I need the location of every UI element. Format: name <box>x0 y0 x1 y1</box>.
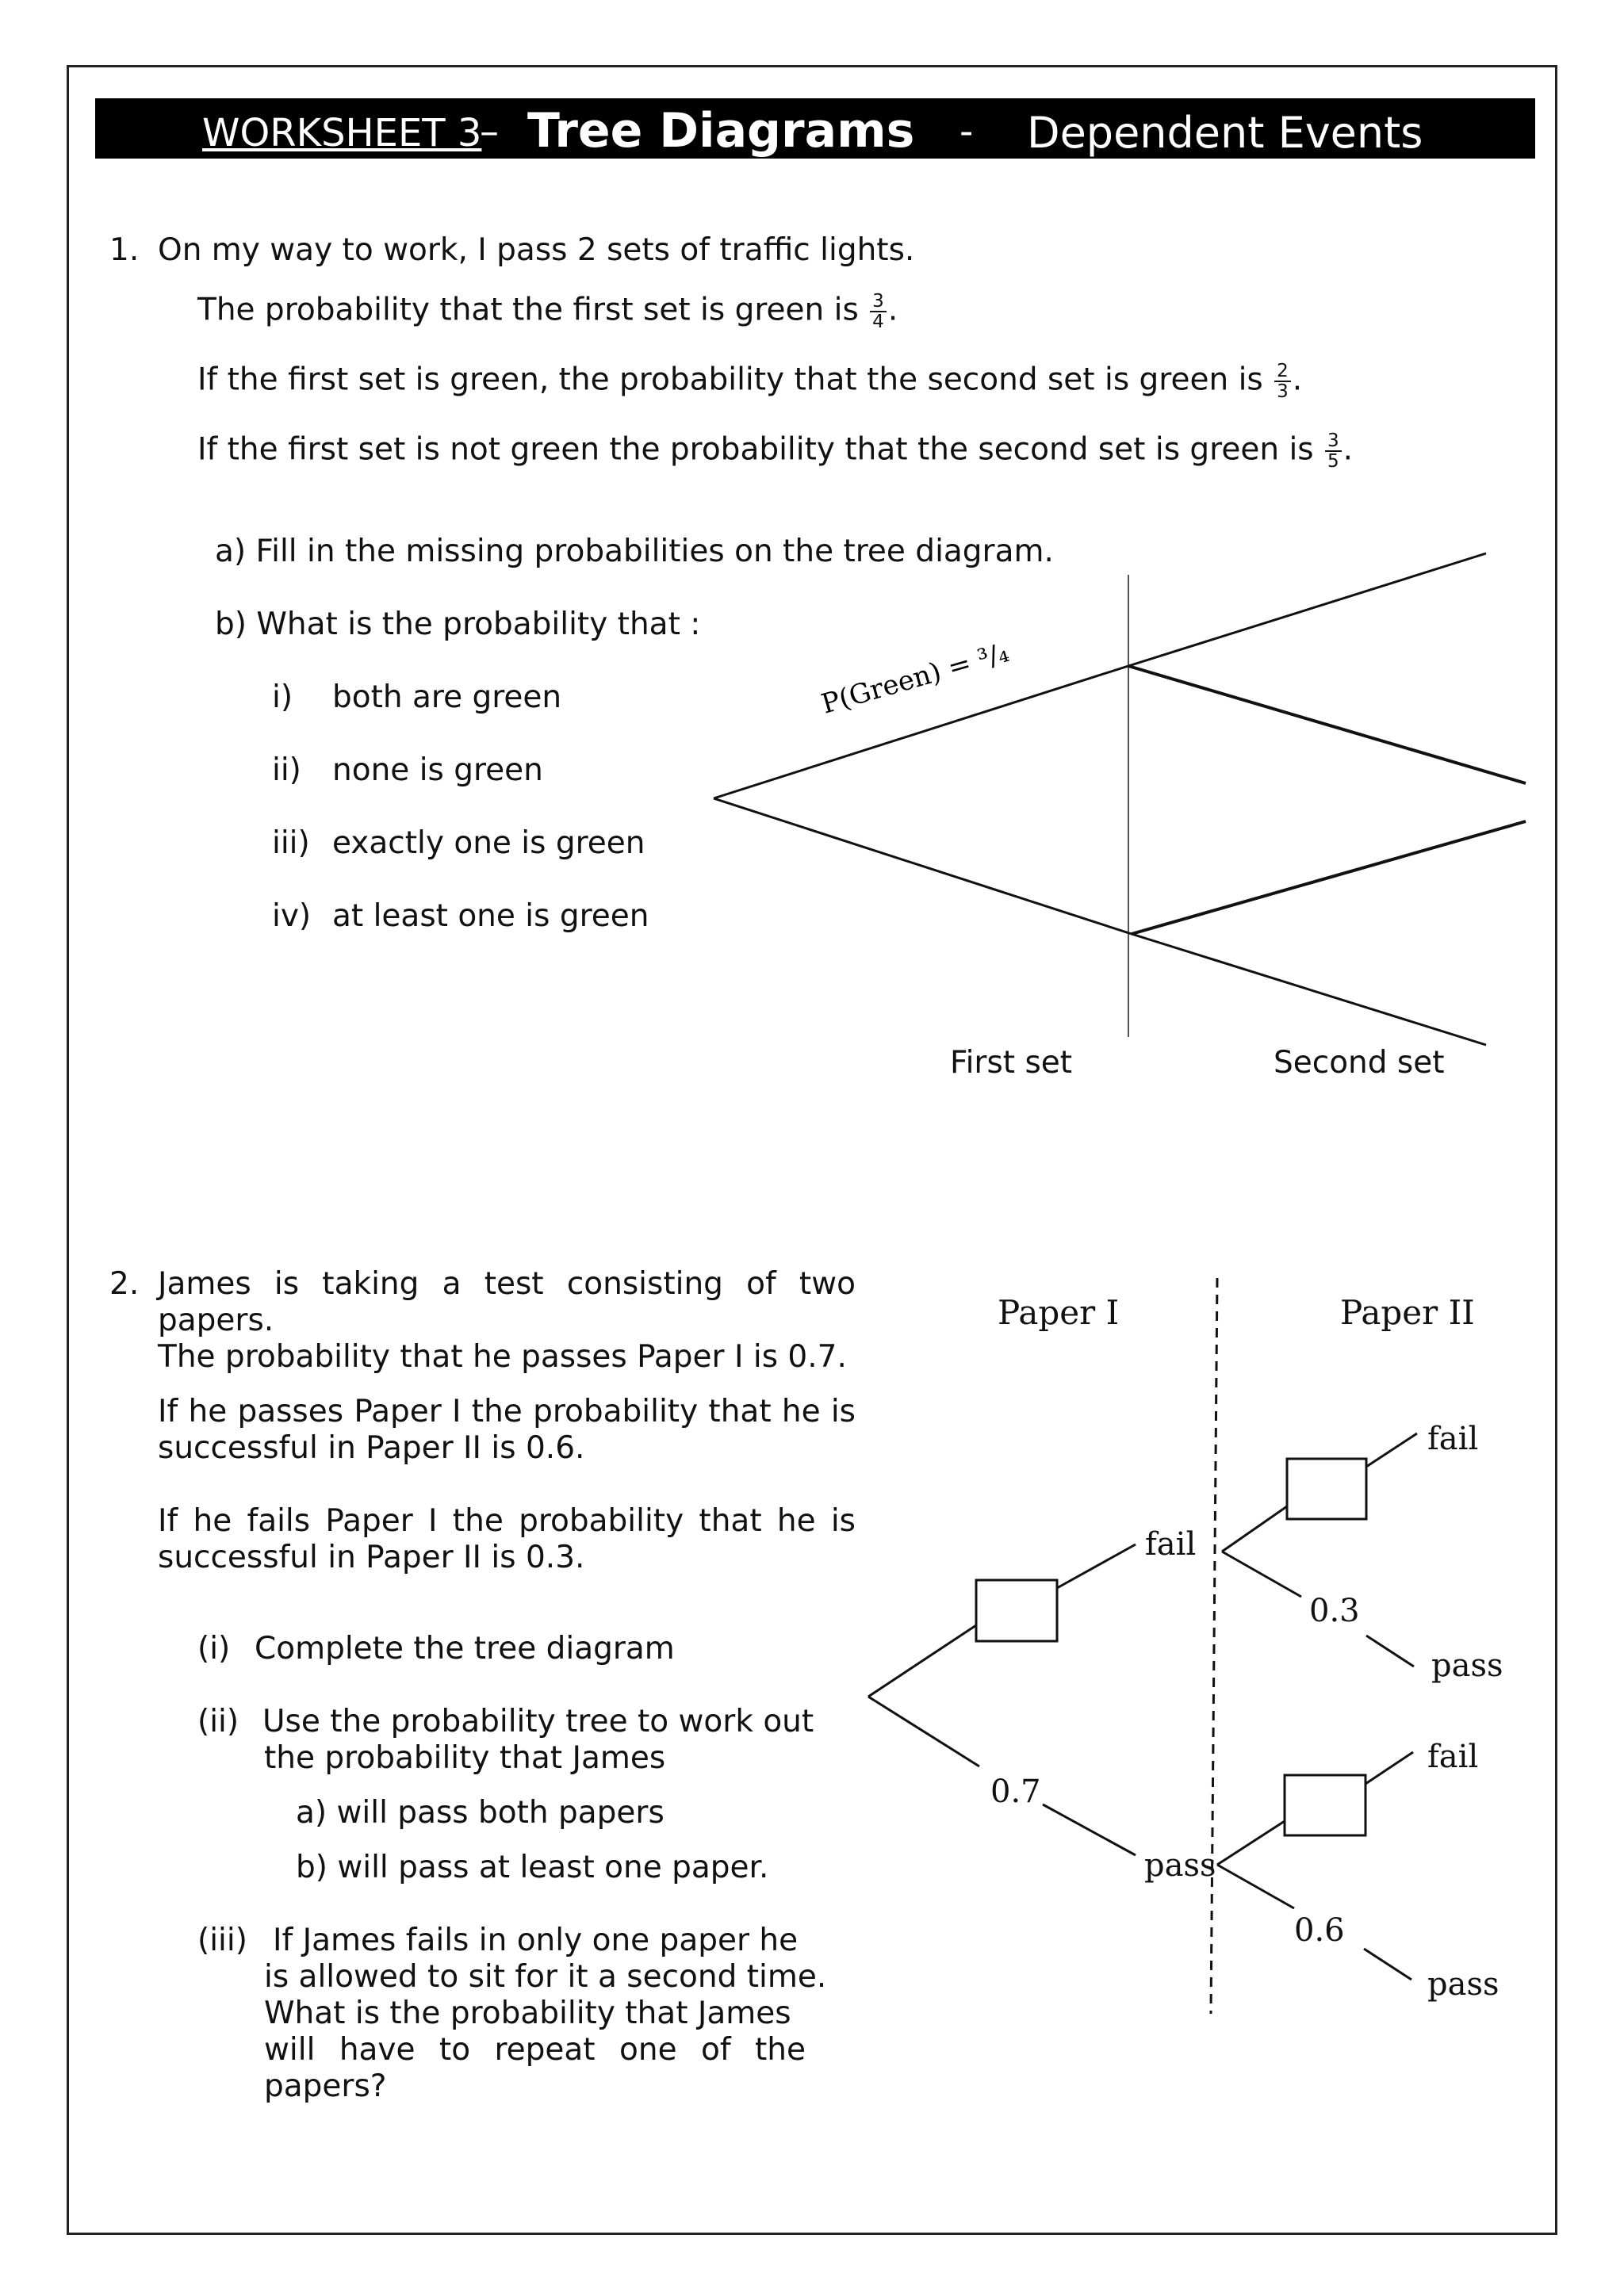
branch-box-to-fail <box>1057 1544 1136 1588</box>
fraction-numerator: 3 <box>1325 431 1342 452</box>
q2-line3: The probability that he passes Paper I is 0.7. <box>158 1339 847 1375</box>
pass-label: pass <box>1431 1647 1503 1684</box>
paper-divider <box>1211 1278 1217 2014</box>
q2-para2-line1: If he passes Paper I the probability that he is <box>158 1394 856 1429</box>
q2-para3-line2: successful in Paper II is 0.3. <box>158 1540 585 1575</box>
q2-ii-a: a) will pass both papers <box>296 1795 665 1831</box>
branch-03-to-pass <box>1366 1636 1414 1667</box>
answer-box-pass-fail[interactable] <box>1285 1775 1365 1835</box>
q2-ii-b: b) will pass at least one paper. <box>296 1850 769 1885</box>
prob-label: 0.7 <box>990 1774 1041 1810</box>
fraction-denominator: 4 <box>872 312 884 332</box>
q1-sub-num: iv) <box>272 898 312 934</box>
fraction-numerator: 2 <box>1274 362 1291 382</box>
q1-sub-num: iii) <box>272 825 310 861</box>
prob-label: 0.3 <box>1309 1593 1360 1629</box>
q2-number: 2. <box>109 1266 140 1302</box>
q2-ii-num: (ii) <box>197 1704 239 1739</box>
page-subtitle: Dependent Events <box>1027 108 1423 158</box>
fail-label: fail <box>1427 1739 1479 1775</box>
q2-iii-line1: If James fails in only one paper he <box>273 1923 799 1958</box>
pass-label: pass <box>1144 1847 1216 1884</box>
pass-label: pass <box>1427 1966 1500 2003</box>
q1-sub-text: both are green <box>332 679 562 715</box>
period: . <box>1292 362 1303 398</box>
period: . <box>1342 431 1354 468</box>
worksheet-label: WORKSHEET 3 <box>202 111 482 155</box>
page-title: Tree Diagrams <box>527 103 915 159</box>
branch-07-to-pass <box>1043 1804 1136 1855</box>
paper1-label: Paper I <box>998 1293 1120 1332</box>
q2-iii-line4: will have to repeat one of the <box>264 2032 806 2068</box>
q2-iii-line3: What is the probability that James <box>264 1996 791 2031</box>
q1-sub-text: none is green <box>332 752 543 788</box>
prob-label: 0.6 <box>1294 1912 1345 1949</box>
q1-sub-text: exactly one is green <box>332 825 645 861</box>
answer-box-fail-fail[interactable] <box>1287 1459 1366 1519</box>
q1-sub-text: at least one is green <box>332 898 649 934</box>
answer-box-fail[interactable] <box>976 1580 1057 1641</box>
q1-number: 1. <box>109 232 140 268</box>
q1-part-a: a) Fill in the missing probabilities on the tree diagram. <box>215 534 1054 569</box>
header-dash: - <box>959 109 974 154</box>
q1-intro: On my way to work, I pass 2 sets of traffic lights. <box>158 232 915 268</box>
q2-ii-line2: the probability that James <box>264 1740 666 1776</box>
branch-box-to-fail-label <box>1365 1752 1413 1784</box>
branch-to-box <box>868 1625 976 1697</box>
branch-pass-to-06 <box>1217 1865 1294 1908</box>
branch-box-to-fail-label <box>1366 1433 1417 1467</box>
q2-line1: James is taking a test consisting of two <box>158 1266 856 1302</box>
q1-line1-text: The probability that the first set is green is <box>197 292 859 328</box>
q1-line2-text: If the first set is green, the probability that the second set is green is <box>197 362 1263 398</box>
branch-06-to-pass <box>1364 1949 1411 1980</box>
q2-para3-line1: If he fails Paper I the probability that he is <box>158 1503 856 1539</box>
period: . <box>887 292 898 328</box>
q2-para2-line2: successful in Paper II is 0.6. <box>158 1430 585 1466</box>
q1-sub-num: i) <box>272 679 293 715</box>
q1-line3-text: If the first set is not green the probability that the second set is green is <box>197 431 1314 468</box>
q2-line2: papers. <box>158 1303 274 1338</box>
branch-fail-to-box <box>1222 1506 1287 1552</box>
q2-iii-num: (iii) <box>197 1923 247 1958</box>
branch-pass-to-box <box>1217 1821 1285 1865</box>
q2-iii-line5: papers? <box>264 2068 387 2104</box>
fraction-denominator: 3 <box>1277 381 1289 402</box>
q2-iii-line2: is allowed to sit for it a second time. <box>264 1959 827 1995</box>
first-set-label: First set <box>950 1045 1073 1081</box>
branch-label: P(Green) = ³/₄ <box>818 637 1013 721</box>
fail-label: fail <box>1145 1526 1197 1563</box>
q2-ii-line1: Use the probability tree to work out <box>262 1704 814 1739</box>
branch-fail-to-03 <box>1222 1552 1301 1597</box>
q2-i-text: Complete the tree diagram <box>255 1631 675 1667</box>
fail-label: fail <box>1427 1421 1479 1457</box>
branch-to-07 <box>868 1697 979 1766</box>
q2-i-num: (i) <box>197 1631 231 1667</box>
paper2-label: Paper II <box>1340 1293 1475 1332</box>
q1-sub-num: ii) <box>272 752 301 788</box>
header-dash: – <box>480 109 499 154</box>
fraction-numerator: 3 <box>870 292 887 312</box>
fraction-denominator: 5 <box>1327 451 1339 472</box>
q1-part-b: b) What is the probability that : <box>215 607 701 642</box>
second-set-label: Second set <box>1274 1045 1445 1081</box>
